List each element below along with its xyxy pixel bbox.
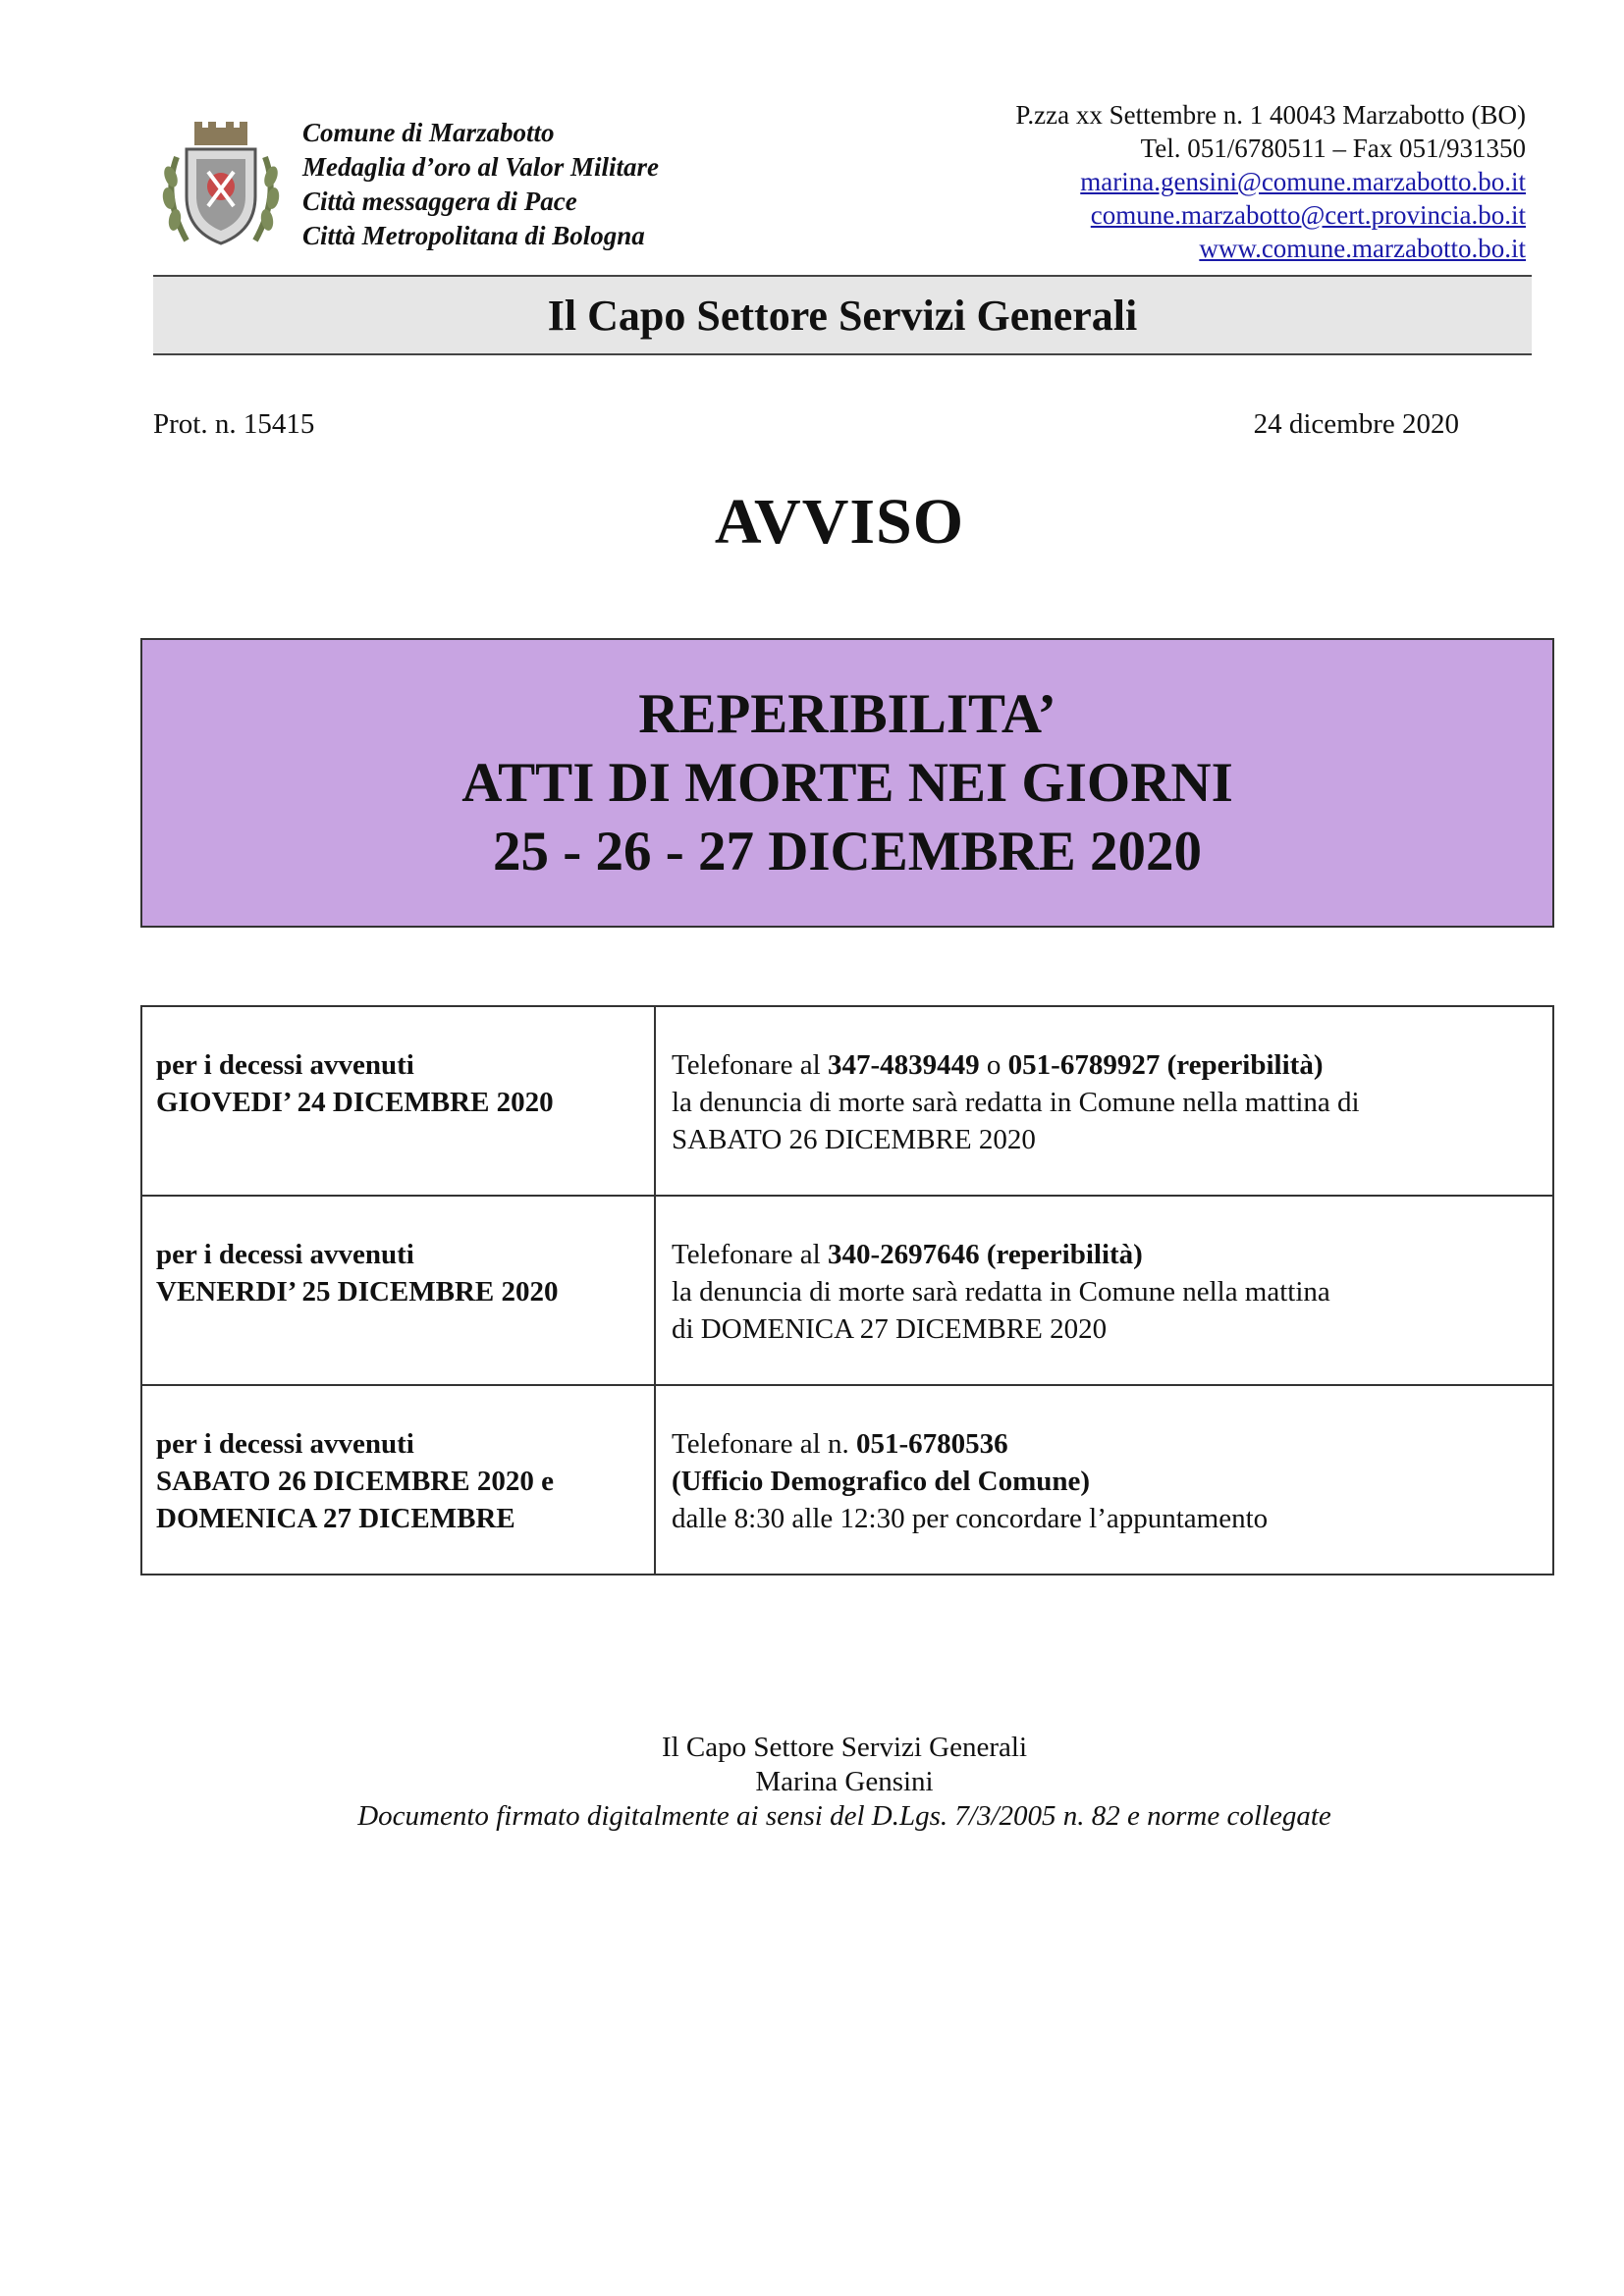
condition-line: per i decessi avvenuti bbox=[156, 1428, 414, 1460]
phone-line bbox=[672, 1236, 1539, 1273]
phone-prefix: Telefonare al bbox=[672, 1239, 828, 1270]
notice-banner bbox=[140, 638, 1554, 928]
schedule-table bbox=[140, 1005, 1554, 1575]
table-row bbox=[141, 1385, 1553, 1575]
row-instructions bbox=[655, 1385, 1553, 1575]
phone-number-alt: 051-6789927 (reperibilità) bbox=[1007, 1049, 1324, 1081]
instruction-line: la denuncia di morte sarà redatta in Comune nella mattina di bbox=[672, 1087, 1360, 1118]
row-instructions bbox=[655, 1006, 1553, 1196]
document-date: 24 dicembre 2020 bbox=[1253, 408, 1459, 440]
row-condition bbox=[141, 1196, 655, 1385]
table-row bbox=[141, 1196, 1553, 1385]
condition-date: VENERDI’ 25 DICEMBRE 2020 bbox=[156, 1276, 559, 1308]
phone-number: 347-4839449 bbox=[827, 1049, 980, 1081]
row-condition bbox=[141, 1385, 655, 1575]
notice-title: AVVISO bbox=[714, 486, 965, 558]
signature-block bbox=[0, 1731, 1624, 1834]
condition-date: GIOVEDI’ 24 DICEMBRE 2020 bbox=[156, 1087, 554, 1118]
table-row bbox=[141, 1006, 1553, 1196]
phone-line bbox=[672, 1425, 1539, 1463]
contact-block bbox=[1015, 98, 1526, 265]
protocol-number: Prot. n. 15415 bbox=[153, 408, 315, 440]
organization-block bbox=[302, 116, 659, 253]
pec-link[interactable]: comune.marzabotto@cert.provincia.bo.it bbox=[1090, 200, 1526, 230]
org-motto: Città messaggera di Pace bbox=[302, 187, 577, 216]
row-instructions bbox=[655, 1196, 1553, 1385]
department-title: Il Capo Settore Servizi Generali bbox=[547, 291, 1138, 340]
banner-line-3: 25 - 26 - 27 DICEMBRE 2020 bbox=[493, 820, 1202, 882]
website-link[interactable]: www.comune.marzabotto.bo.it bbox=[1199, 234, 1526, 263]
condition-date: SABATO 26 DICEMBRE 2020 e bbox=[156, 1466, 554, 1497]
org-honor: Medaglia d’oro al Valor Militare bbox=[302, 152, 660, 182]
crest-icon bbox=[157, 118, 285, 255]
row-condition bbox=[141, 1006, 655, 1196]
municipal-crest bbox=[157, 118, 285, 255]
email-link[interactable]: marina.gensini@comune.marzabotto.bo.it bbox=[1080, 167, 1526, 196]
condition-date: DOMENICA 27 DICEMBRE bbox=[156, 1503, 515, 1534]
signer-role: Il Capo Settore Servizi Generali bbox=[661, 1732, 1028, 1763]
digital-signature-note: Documento firmato digitalmente ai sensi del D.Lgs. 7/3/2005 n. 82 e norme collegate bbox=[357, 1800, 1331, 1832]
signer-name: Marina Gensini bbox=[755, 1766, 934, 1797]
office-name: (Ufficio Demografico del Comune) bbox=[672, 1466, 1091, 1497]
department-title-bar bbox=[153, 275, 1532, 355]
phone-number: 051-6780536 bbox=[855, 1428, 1008, 1460]
banner-line-2: ATTI DI MORTE NEI GIORNI bbox=[461, 751, 1233, 814]
banner-line-1: REPERIBILITA’ bbox=[638, 682, 1056, 745]
instruction-line: SABATO 26 DICEMBRE 2020 bbox=[672, 1124, 1036, 1155]
address: P.zza xx Settembre n. 1 40043 Marzabotto (BO) bbox=[1015, 100, 1526, 130]
org-metro: Città Metropolitana di Bologna bbox=[302, 221, 645, 250]
condition-line: per i decessi avvenuti bbox=[156, 1049, 414, 1081]
phone-prefix: Telefonare al n. bbox=[672, 1428, 856, 1460]
phone-or: o bbox=[979, 1049, 1008, 1081]
instruction-line: di DOMENICA 27 DICEMBRE 2020 bbox=[672, 1313, 1108, 1345]
phone-fax: Tel. 051/6780511 – Fax 051/931350 bbox=[1140, 133, 1526, 163]
instruction-line: la denuncia di morte sarà redatta in Comune nella mattina bbox=[672, 1276, 1330, 1308]
instruction-line: dalle 8:30 alle 12:30 per concordare l’appuntamento bbox=[672, 1503, 1269, 1534]
phone-prefix: Telefonare al bbox=[672, 1049, 828, 1081]
org-name: Comune di Marzabotto bbox=[302, 118, 555, 147]
phone-line bbox=[672, 1046, 1539, 1084]
condition-line: per i decessi avvenuti bbox=[156, 1239, 414, 1270]
phone-number: 340-2697646 (reperibilità) bbox=[827, 1239, 1143, 1270]
